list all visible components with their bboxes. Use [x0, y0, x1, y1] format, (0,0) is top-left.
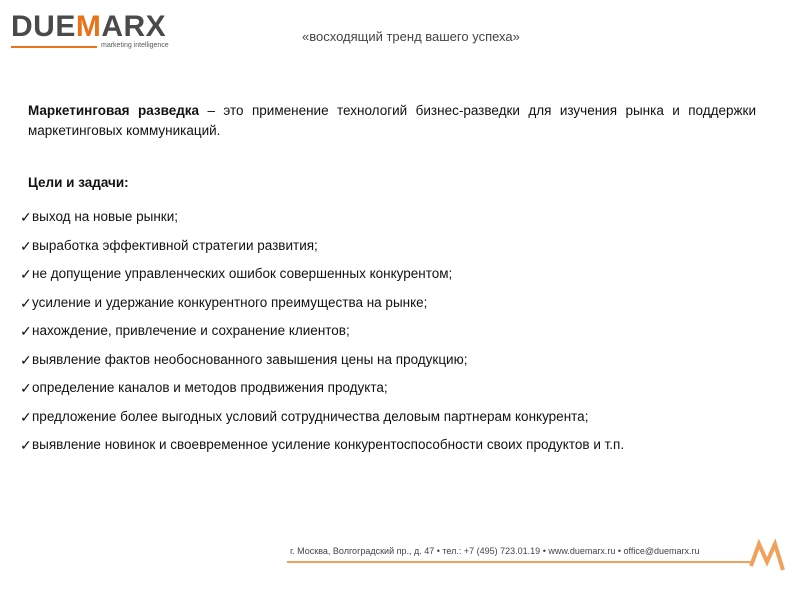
- checkmark-icon: ✓: [20, 209, 32, 225]
- logo-wordmark: DUEMARX: [11, 10, 167, 43]
- goal-item: [20, 380, 624, 409]
- company-logo: [11, 12, 171, 52]
- goal-item: [20, 437, 624, 466]
- goal-item: [20, 209, 624, 238]
- goal-text: выявление фактов необоснованного завышения цены на продукцию;: [32, 351, 468, 367]
- goal-item: [20, 295, 624, 324]
- goal-item: [20, 409, 624, 438]
- logo-subtitle: marketing intelligence: [101, 42, 169, 49]
- goal-text: выявление новинок и своевременное усиление конкурентоспособности своих продуктов и т.п.: [32, 437, 625, 452]
- goals-title: Цели и задачи:: [28, 175, 129, 190]
- goal-item: [20, 238, 624, 267]
- goal-text: выработка эффективной стратегии развития;: [32, 237, 318, 253]
- goal-item: [20, 323, 624, 352]
- checkmark-icon: ✓: [20, 266, 32, 282]
- footer-contact: г. Москва, Волгоградский пр., д. 47 • тел.: +7 (495) 723.01.19 • www.duemarx.ru • office@duemarx.ru: [290, 546, 700, 556]
- logo-underline: [11, 46, 97, 48]
- slogan: «восходящий тренд вашего успеха»: [302, 29, 520, 44]
- goal-text: выход на новые рынки;: [32, 209, 178, 224]
- checkmark-icon: ✓: [20, 408, 32, 425]
- definition-term: Маркетинговая разведка: [28, 103, 200, 118]
- goal-text: определение каналов и методов продвижения продукта;: [32, 380, 388, 395]
- checkmark-icon: ✓: [20, 437, 32, 453]
- goal-text: нахождение, привлечение и сохранение клиентов;: [32, 323, 350, 338]
- goal-text: усиление и удержание конкурентного преимущества на рынке;: [32, 294, 428, 310]
- goal-text: предложение более выгодных условий сотрудничества деловым партнерам конкурента;: [32, 408, 589, 424]
- checkmark-icon: ✓: [20, 323, 32, 339]
- checkmark-icon: ✓: [20, 380, 32, 396]
- goals-list: [20, 209, 624, 466]
- definition-text: – это применение технологий бизнес-разведки для изучения рынка и поддержки маркетинговых коммуникаций.: [28, 103, 757, 138]
- goal-item: [20, 266, 624, 295]
- checkmark-icon: ✓: [20, 351, 32, 368]
- goal-item: [20, 352, 624, 381]
- m-logo-icon: [747, 536, 787, 576]
- goal-text: не допущение управленческих ошибок совершенных конкурентом;: [32, 266, 453, 281]
- definition-paragraph: [28, 101, 756, 141]
- checkmark-icon: ✓: [20, 237, 32, 254]
- footer-divider: [287, 561, 751, 563]
- checkmark-icon: ✓: [20, 294, 32, 311]
